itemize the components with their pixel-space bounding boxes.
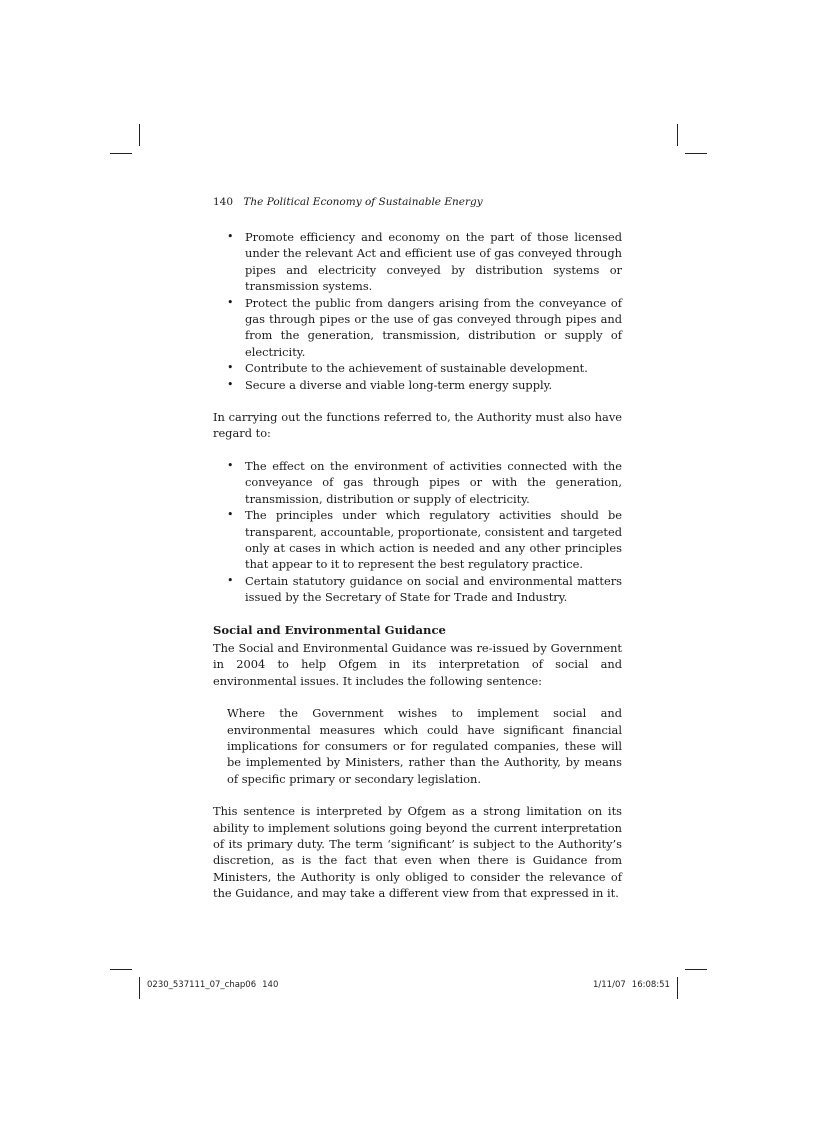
footer-date: 1/11/07 bbox=[593, 980, 626, 990]
crop-mark-bottom-left-horizontal bbox=[110, 969, 132, 970]
crop-mark-top-left-horizontal bbox=[110, 153, 132, 154]
list-item: • The effect on the environment of activities connected with the conveyance of gas through pipes or with the generation, transmission, distribution or supply of electricity. bbox=[227, 458, 622, 506]
bullet-icon: • bbox=[227, 295, 234, 309]
crop-mark-top-right-vertical bbox=[677, 124, 678, 146]
footer-timestamp bbox=[593, 980, 670, 990]
paragraph-regard: In carrying out the functions referred to, the Authority must also have regard to: bbox=[213, 410, 622, 441]
crop-mark-top-left-vertical bbox=[139, 124, 140, 146]
section-heading: Social and Environmental Guidance bbox=[213, 622, 446, 637]
running-header bbox=[213, 196, 483, 208]
crop-mark-bottom-right-vertical bbox=[677, 977, 678, 999]
bullet-icon: • bbox=[227, 377, 234, 391]
page-number: 140 bbox=[213, 196, 234, 208]
bullet-icon: • bbox=[227, 508, 234, 522]
bullet-icon: • bbox=[227, 458, 234, 472]
footer-file-page: 140 bbox=[262, 980, 279, 990]
bullet-list-regard bbox=[213, 458, 622, 606]
running-title: The Political Economy of Sustainable Energy bbox=[243, 196, 483, 208]
paragraph-interpretation: This sentence is interpreted by Ofgem as a strong limitation on its ability to implement solutions going beyond the current interpretation of its primary duty. The term ‘significant’ is subject to the Authority’s discretion, as is the fact that even when there is Guidance from Ministers, the Authority is only obliged to consider the relevance of the Guidance, and may take a different view from that expressed in it. bbox=[213, 804, 622, 901]
list-item: • The principles under which regulatory activities should be transparent, accountable, proportionate, consistent and targeted only at cases in which action is needed and any other principles that appear to it to represent the best regulatory practice. bbox=[227, 508, 622, 572]
footer-file-id: 0230_537111_07_chap06 bbox=[147, 980, 257, 990]
bullet-icon: • bbox=[227, 573, 234, 587]
paragraph-guidance: The Social and Environmental Guidance was re-issued by Government in 2004 to help Ofgem in its interpretation of social and environmental issues. It includes the following sentence: bbox=[213, 640, 622, 688]
bullet-icon: • bbox=[227, 230, 234, 243]
list-item: • Secure a diverse and viable long-term energy supply. bbox=[227, 377, 553, 392]
block-quote: Where the Government wishes to implement social and environmental measures which could have significant financial implications for consumers or for regulated companies, these will be implemented by Ministers, rather than the Authority, by means of specific primary or secondary legislation. bbox=[227, 706, 622, 786]
list-item: • Protect the public from dangers arising from the conveyance of gas through pipes or the use of gas conveyed through pipes and from the generation, transmission, distribution or supply of electricity. bbox=[227, 295, 622, 359]
crop-mark-top-right-horizontal bbox=[685, 153, 707, 154]
footer-time: 16:08:51 bbox=[631, 980, 670, 990]
bullet-icon: • bbox=[227, 361, 234, 375]
crop-mark-bottom-left-vertical bbox=[139, 977, 140, 999]
list-item: • Promote efficiency and economy on the part of those licensed under the relevant Act and efficient use of gas conveyed through pipes and electricity conveyed by distribution systems or transmission systems. bbox=[227, 230, 622, 294]
body-text bbox=[213, 229, 622, 902]
footer-file-info bbox=[147, 980, 278, 990]
list-item: • Certain statutory guidance on social and environmental matters issued by the Secretary of State for Trade and Industry. bbox=[227, 573, 622, 605]
bullet-list-duties bbox=[213, 229, 622, 393]
list-item: • Contribute to the achievement of sustainable development. bbox=[227, 361, 588, 376]
crop-mark-bottom-right-horizontal bbox=[685, 969, 707, 970]
